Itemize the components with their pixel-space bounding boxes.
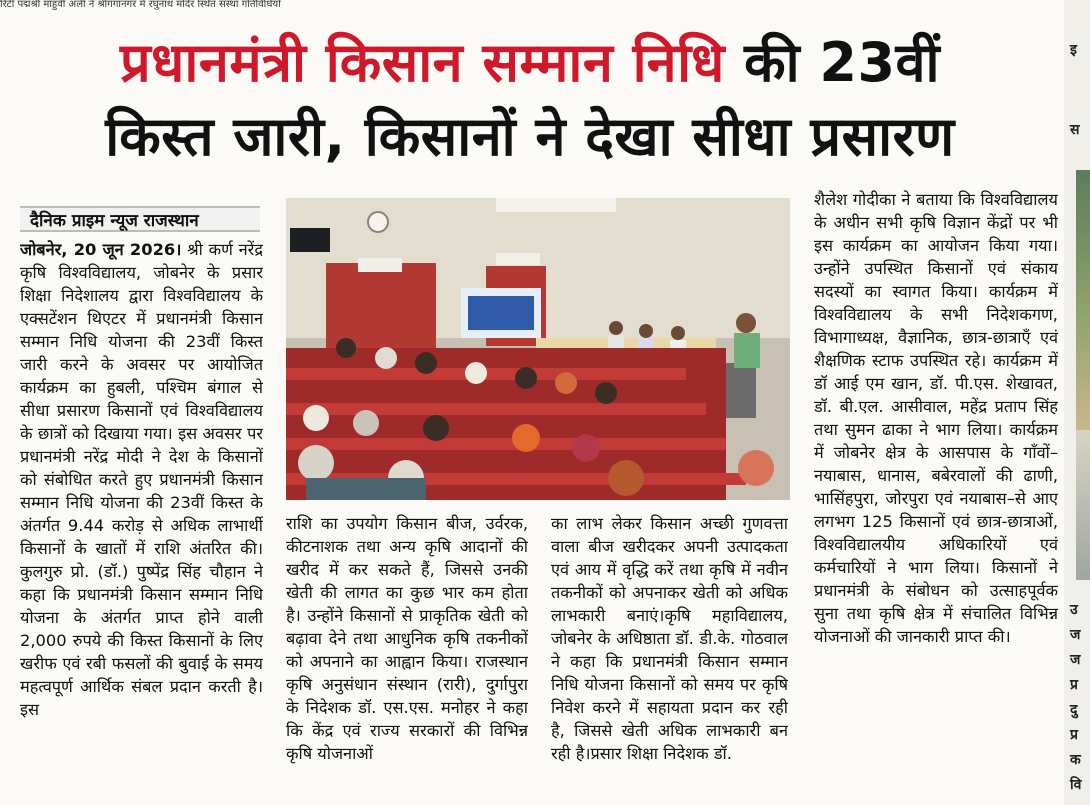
adjacent-article-edge [1064,0,1090,805]
headline-line-1 [0,26,1060,100]
headline-line-2: किस्त जारी, किसानों ने देखा सीधा प्रसारण [105,105,955,168]
headline-red-part: प्रधानमंत्री किसान सम्मान निधि [119,31,725,94]
article-column-1 [20,238,263,805]
edge-letter: उ [1070,602,1078,618]
top-strip-text: रिटी पद्मश्री माहुवी अली ने श्रीगंगानगर में रघुनाथ मंदिर स्थित संस्था गतिविधियों [0,0,281,10]
edge-letter: स [1070,122,1080,138]
edge-letter: क [1070,752,1081,768]
event-photo [286,198,790,500]
adjacent-photo-top [1076,170,1090,430]
event-photo-illustration [286,198,790,500]
edge-letter: इ [1070,42,1077,58]
adjacent-photo-bottom [1076,430,1090,580]
column-1-text: श्री कर्ण नरेंद्र कृषि विश्वविद्यालय, जोबनेर के प्रसार शिक्षा निदेशालय द्वारा विश्वविद्यालय के एक्सटेंशन थिएटर में प्रधानमंत्री किसान सम्मान निधि योजना की 23वीं किस्त जारी करने के अवसर पर आयोजित कार्यक्रम का हुबली, पश्चिम बंगाल से सीधा प्रसारण किसानों एवं विश्वविद्यालय के छात्रों को दिखाया गया। इस अवसर पर प्रधानमंत्री नरेंद्र मोदी ने देश के किसानों को संबोधित करते हुए प्रधानमंत्री किसान सम्मान निधि योजना की 23वीं किस्त के अंतर्गत 9.44 करोड़ से अधिक लाभार्थी किसानों के खातों में राशि अंतरित की।कुलगुरु प्रो. (डॉ.) पुष्पेंद्र सिंह चौहान ने कहा कि प्रधानमंत्री किसान सम्मान निधि योजना के अंतर्गत प्राप्त होने वाली 2,000 रुपये की किस्त किसानों के लिए खरीफ एवं रबी फसलों की बुवाई के समय महत्वपूर्ण आर्थिक संबल प्रदान करती है। इस [20,240,263,719]
edge-letter: प्र [1070,727,1078,743]
edge-letter: ज [1070,627,1081,643]
edge-letter: वि [1070,777,1082,793]
dateline: जोबनेर, 20 जून 2026। [20,240,182,259]
headline-black-part: की 23वीं [744,31,941,94]
article-column-4: शैलेश गोदीका ने बताया कि विश्वविद्यालय के अधीन सभी कृषि विज्ञान केंद्रों पर भी इस कार्यक्रम का आयोजन किया गया। उन्होंने उपस्थित किसानों एवं संकाय सदस्यों का स्वागत किया। कार्यक्रम में विश्वविद्यालय के सभी निदेशकगण, विभागाध्यक्ष, वैज्ञानिक, छात्र-छात्राएँ एवं शैक्षणिक स्टाफ उपस्थित रहे। कार्यक्रम में डॉ आई एम खान, डॉ. पी.एस. शेखावत, डॉ. बी.एल. आसीवाल, महेंद्र प्रताप सिंह तथा सुमन ढाका ने भाग लिया। कार्यक्रम में जोबनेर क्षेत्र के आसपास के गाँवों– नयाबास, धानास, बबेरवालों की ढाणी, भासिंहपुरा, जोरपुरा एवं नयाबास–से आए लगभग 125 किसानों एवं छात्र-छात्राओं, विश्वविद्यालयीय अधिकारियों एवं कर्मचारियों ने भाग लिया। किसानों ने प्रधानमंत्री के संबोधन को उत्साहपूर्वक सुना तथा कृषि क्षेत्र में संचालित विभिन्न योजनाओं की जानकारी प्राप्त की। [814,190,1058,646]
edge-letter: प्र [1070,677,1078,693]
article-column-3: का लाभ लेकर किसान अच्छी गुणवत्ता वाला बीज खरीदकर अपनी उत्पादकता एवं आय में वृद्धि करें तथा कृषि में नवीन तकनीकों को अपनाकर खेती को अधिक लाभकारी बनाएं।कृषि महाविद्यालय, जोबनेर के अधिष्ठाता डॉ. डी.के. गोठवाल ने कहा कि प्रधानमंत्री किसान सम्मान निधि योजना किसानों को समय पर कृषि निवेश करने में सहायता प्रदान कर रही है, जिससे खेती अधिक लाभकारी बन रही है।प्रसार शिक्षा निदेशक डॉ. [551,514,788,763]
article-column-2: राशि का उपयोग किसान बीज, उर्वरक, कीटनाशक तथा अन्य कृषि आदानों की खरीद में कर सकते हैं, जिससे उनकी खेती की लागत का कुछ भार कम होता है। उन्होंने किसानों से प्राकृतिक खेती को बढ़ावा देने तथा आधुनिक कृषि तकनीकों को अपनाने का आह्वान किया। राजस्थान कृषि अनुसंधान संस्थान (रारी), दुर्गापुरा के निदेशक डॉ. एस.एस. मनोहर ने कहा कि केंद्र एवं राज्य सरकारों की विभिन्न कृषि योजनाओं [286,514,528,763]
edge-letter: ज [1070,652,1081,668]
edge-letter: दु [1070,702,1078,718]
headline [0,26,1060,174]
byline: दैनिक प्राइम न्यूज राजस्थान [20,206,260,232]
